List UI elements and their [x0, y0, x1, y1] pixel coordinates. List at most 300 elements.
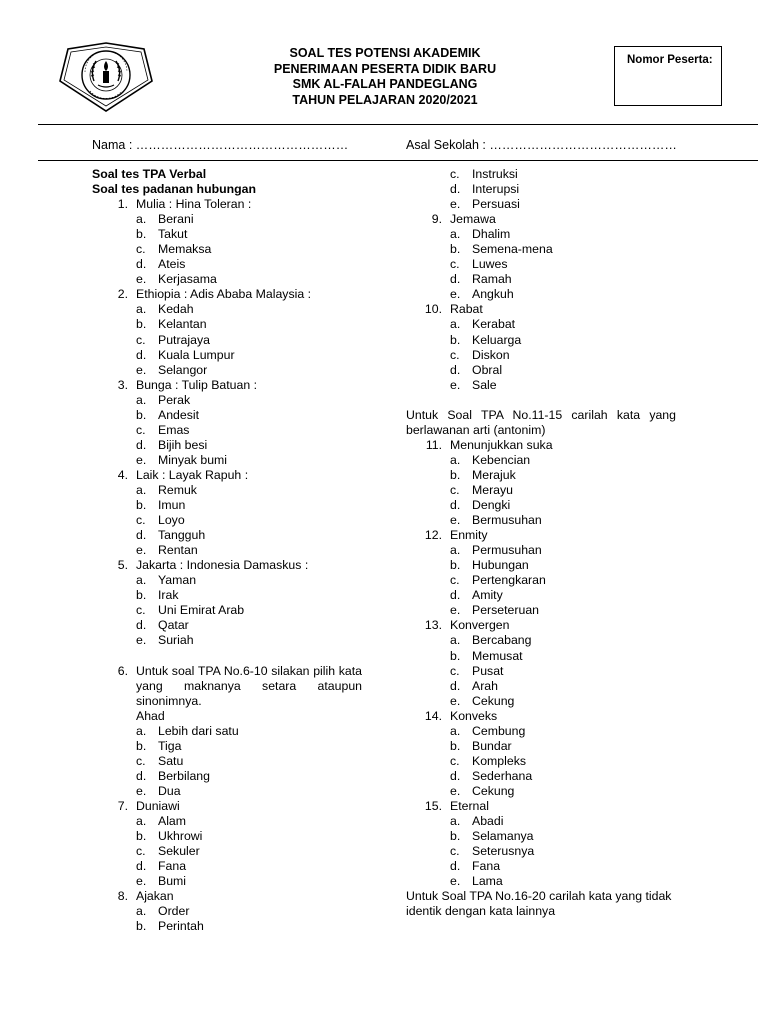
option-text: Order [158, 904, 190, 919]
answer-option[interactable] [92, 302, 362, 317]
option-text: Suriah [158, 633, 194, 648]
answer-option[interactable] [92, 769, 362, 784]
answer-option[interactable] [92, 363, 362, 378]
header-subtitle: PENERIMAAN PESERTA DIDIK BARU [273, 61, 497, 76]
option-letter: c. [450, 257, 460, 272]
option-text: Tiga [158, 738, 182, 753]
answer-option[interactable] [406, 814, 676, 829]
question-text: Duniawi [136, 798, 180, 813]
question-11 [406, 438, 676, 528]
question-number: 9. [431, 212, 442, 227]
section-subtitle: Soal tes padanan hubungan [92, 182, 256, 197]
option-letter: e. [136, 362, 147, 377]
question-number: 3. [117, 377, 128, 392]
question-number: 10. [424, 302, 442, 317]
question-8 [92, 889, 362, 934]
school-logo [58, 41, 154, 113]
option-text: Qatar [158, 618, 189, 633]
answer-option[interactable] [92, 603, 362, 618]
option-text: Abadi [472, 814, 504, 829]
instruction-16-20: Untuk Soal TPA No.16-20 carilah kata yang tidak identik dengan kata lainnya [406, 889, 672, 919]
option-letter: b. [136, 829, 147, 844]
answer-option[interactable] [92, 543, 362, 558]
option-text: Cekung [472, 693, 515, 708]
option-letter: e. [136, 633, 147, 648]
question-10 [406, 302, 676, 392]
option-letter: c. [136, 422, 146, 437]
question-stem [92, 889, 362, 904]
question-6-instruction: Untuk soal TPA No.6-10 silakan pilih kata yang maknanya setara ataupun sinonimnya. [136, 663, 362, 708]
question-3 [92, 378, 362, 468]
option-letter: e. [136, 543, 147, 558]
answer-option[interactable] [92, 904, 362, 919]
option-text: Sekuler [158, 844, 200, 859]
question-number: 12. [424, 528, 442, 543]
option-letter: a. [136, 212, 147, 227]
option-text: Ukhrowi [158, 829, 203, 844]
question-text: Laik : Layak Rapuh : [136, 467, 249, 482]
option-text: Kedah [158, 302, 194, 317]
answer-option[interactable] [406, 573, 676, 588]
answer-option[interactable] [92, 333, 362, 348]
answer-option[interactable] [92, 348, 362, 363]
option-text: Perseteruan [472, 603, 539, 618]
question-9 [406, 212, 676, 302]
option-letter: e. [450, 603, 461, 618]
option-letter: c. [450, 482, 460, 497]
option-text: Luwes [472, 257, 508, 272]
option-text: Emas [158, 422, 190, 437]
asal-sekolah-field[interactable]: Asal Sekolah : ……………………………………… [406, 138, 677, 152]
answer-option[interactable] [92, 393, 362, 408]
question-8-continued [406, 167, 676, 212]
question-stem [406, 709, 676, 724]
answer-option[interactable] [406, 468, 676, 483]
answer-option[interactable] [406, 769, 676, 784]
option-text: Bijih besi [158, 437, 208, 452]
question-text: Bunga : Tulip Batuan : [136, 377, 258, 392]
option-letter: c. [136, 242, 146, 257]
answer-option[interactable] [92, 814, 362, 829]
answer-option[interactable] [92, 453, 362, 468]
question-15 [406, 799, 676, 889]
question-text: Jakarta : Indonesia Damaskus : [136, 558, 309, 573]
question-text: Menunjukkan suka [450, 437, 553, 452]
answer-option[interactable] [406, 874, 676, 889]
option-letter: a. [136, 392, 147, 407]
question-text: Mulia : Hina Toleran : [136, 197, 252, 212]
answer-option[interactable] [406, 257, 676, 272]
nama-field[interactable]: Nama : …………………………………………… [92, 138, 349, 152]
answer-option[interactable] [92, 423, 362, 438]
option-text: Pertengkaran [472, 573, 546, 588]
option-text: Berani [158, 212, 194, 227]
option-text: Bumi [158, 874, 187, 889]
option-letter: b. [450, 738, 461, 753]
answer-option[interactable] [406, 679, 676, 694]
question-14 [406, 709, 676, 799]
option-text: Memaksa [158, 242, 212, 257]
question-text: Eternal [450, 798, 489, 813]
option-text: Yaman [158, 573, 197, 588]
answer-option[interactable] [406, 754, 676, 769]
option-text: Angkuh [472, 287, 514, 302]
question-text: Konvergen [450, 618, 510, 633]
question-number: 4. [117, 467, 128, 482]
option-letter: a. [450, 227, 461, 242]
option-text: Bermusuhan [472, 513, 542, 528]
answer-option[interactable] [92, 227, 362, 242]
option-text: Uni Emirat Arab [158, 603, 245, 618]
divider-bottom [38, 160, 758, 161]
option-letter: a. [450, 814, 461, 829]
answer-option[interactable] [406, 859, 676, 874]
option-letter: d. [136, 437, 147, 452]
option-letter: b. [450, 829, 461, 844]
option-letter: a. [136, 904, 147, 919]
answer-option[interactable] [92, 513, 362, 528]
answer-option[interactable] [92, 408, 362, 423]
answer-option[interactable] [92, 242, 362, 257]
question-text: Ajakan [136, 889, 174, 904]
option-letter: c. [450, 663, 460, 678]
option-text: Putrajaya [158, 332, 210, 347]
option-text: Dhalim [472, 227, 511, 242]
question-stem [92, 378, 362, 393]
answer-option[interactable] [92, 212, 362, 227]
option-text: Sederhana [472, 768, 533, 783]
option-letter: d. [450, 498, 461, 513]
option-text: Loyo [158, 513, 185, 528]
question-text: Enmity [450, 528, 488, 543]
option-text: Berbilang [158, 768, 210, 783]
answer-option[interactable] [406, 829, 676, 844]
option-text: Fana [472, 859, 501, 874]
option-letter: d. [450, 859, 461, 874]
option-letter: c. [450, 167, 460, 181]
question-7 [92, 799, 362, 889]
option-letter: b. [450, 467, 461, 482]
option-text: Andesit [158, 407, 200, 422]
question-text: Ethiopia : Adis Ababa Malaysia : [136, 287, 311, 302]
question-stem [406, 618, 676, 633]
question-4 [92, 468, 362, 558]
answer-option[interactable] [406, 317, 676, 332]
option-text: Perintah [158, 919, 204, 934]
question-stem [92, 197, 362, 212]
option-letter: d. [450, 678, 461, 693]
option-letter: b. [136, 588, 147, 603]
option-letter: a. [450, 633, 461, 648]
answer-option[interactable] [92, 633, 362, 648]
option-text: Cembung [472, 723, 526, 738]
option-text: Semena-mena [472, 242, 553, 257]
option-text: Seterusnya [472, 844, 535, 859]
answer-option[interactable] [406, 694, 676, 709]
answer-option[interactable] [92, 498, 362, 513]
option-letter: b. [136, 498, 147, 513]
option-letter: a. [136, 723, 147, 738]
answer-option[interactable] [92, 618, 362, 633]
answer-option[interactable] [92, 754, 362, 769]
option-text: Kerabat [472, 317, 516, 332]
option-text: Keluarga [472, 332, 522, 347]
option-text: Lama [472, 874, 503, 889]
option-text: Bercabang [472, 633, 532, 648]
option-letter: a. [136, 573, 147, 588]
question-stem [92, 287, 362, 302]
answer-option[interactable] [92, 588, 362, 603]
nomor-peserta-label: Nomor Peserta: [627, 54, 713, 66]
answer-option[interactable] [92, 784, 362, 799]
option-letter: a. [136, 482, 147, 497]
answer-option[interactable] [406, 348, 676, 363]
option-letter: d. [450, 588, 461, 603]
option-text: Amity [472, 588, 503, 603]
option-letter: e. [450, 874, 461, 889]
question-number: 14. [424, 708, 442, 723]
option-letter: e. [450, 783, 461, 798]
question-number: 7. [117, 798, 128, 813]
option-letter: d. [136, 768, 147, 783]
option-text: Pusat [472, 663, 504, 678]
answer-option[interactable] [92, 573, 362, 588]
answer-option[interactable] [406, 333, 676, 348]
option-text: Tangguh [158, 528, 206, 543]
option-text: Takut [158, 227, 188, 242]
option-letter: b. [136, 317, 147, 332]
option-letter: e. [136, 783, 147, 798]
question-1 [92, 197, 362, 287]
answer-option[interactable] [406, 739, 676, 754]
option-text: Instruksi [472, 167, 518, 181]
answer-option[interactable] [92, 317, 362, 332]
question-12 [406, 528, 676, 618]
option-text: Dengki [472, 498, 511, 513]
option-text: Rentan [158, 543, 198, 558]
header-title: SOAL TES POTENSI AKADEMIK [289, 46, 481, 60]
option-letter: d. [450, 768, 461, 783]
option-letter: d. [136, 347, 147, 362]
option-text: Lebih dari satu [158, 723, 239, 738]
option-letter: d. [450, 182, 461, 197]
option-text: Imun [158, 498, 186, 513]
option-letter: c. [450, 753, 460, 768]
answer-option[interactable] [406, 784, 676, 799]
question-stem [92, 558, 362, 573]
answer-option[interactable] [406, 378, 676, 393]
question-stem [406, 528, 676, 543]
answer-option[interactable] [406, 287, 676, 302]
option-text: Diskon [472, 347, 510, 362]
question-number: 11. [425, 437, 442, 452]
answer-option[interactable] [92, 829, 362, 844]
option-text: Kerjasama [158, 272, 217, 287]
question-5 [92, 558, 362, 648]
option-letter: e. [450, 197, 461, 212]
answer-option[interactable] [92, 483, 362, 498]
exam-header [240, 46, 530, 108]
answer-option[interactable] [92, 528, 362, 543]
option-letter: b. [450, 648, 461, 663]
option-text: Sale [472, 377, 497, 392]
option-text: Persuasi [472, 197, 520, 212]
option-letter: c. [136, 603, 146, 618]
answer-option[interactable] [406, 227, 676, 242]
option-letter: d. [136, 618, 147, 633]
question-stem [92, 468, 362, 483]
question-number: 13. [424, 618, 442, 633]
option-letter: d. [450, 362, 461, 377]
option-letter: e. [136, 272, 147, 287]
option-letter: d. [136, 859, 147, 874]
answer-option[interactable] [406, 724, 676, 739]
answer-option[interactable] [92, 739, 362, 754]
answer-option[interactable] [406, 633, 676, 648]
option-letter: b. [450, 558, 461, 573]
option-letter: e. [136, 874, 147, 889]
answer-option[interactable] [92, 438, 362, 453]
option-letter: d. [450, 272, 461, 287]
option-letter: a. [450, 723, 461, 738]
answer-option[interactable] [406, 649, 676, 664]
option-text: Memusat [472, 648, 523, 663]
option-letter: a. [136, 814, 147, 829]
answer-option[interactable] [92, 272, 362, 287]
answer-option[interactable] [406, 558, 676, 573]
option-text: Selamanya [472, 829, 534, 844]
option-letter: e. [450, 693, 461, 708]
answer-option[interactable] [92, 859, 362, 874]
section-title: Soal tes TPA Verbal [92, 167, 207, 181]
answer-option[interactable] [406, 483, 676, 498]
option-text: Arah [472, 678, 498, 693]
right-column [406, 167, 676, 919]
option-text: Permusuhan [472, 543, 542, 558]
question-stem [406, 799, 676, 814]
option-letter: b. [136, 227, 147, 242]
option-letter: b. [136, 407, 147, 422]
answer-option[interactable] [92, 257, 362, 272]
answer-option[interactable] [406, 453, 676, 468]
option-text: Minyak bumi [158, 452, 228, 467]
answer-option[interactable] [406, 844, 676, 859]
question-stem [92, 799, 362, 814]
option-letter: c. [450, 347, 460, 362]
answer-option[interactable] [406, 513, 676, 528]
option-text: Ateis [158, 257, 186, 272]
option-text: Cekung [472, 783, 515, 798]
answer-option[interactable] [406, 543, 676, 558]
option-text: Merajuk [472, 467, 516, 482]
header-school: SMK AL-FALAH PANDEGLANG [292, 77, 478, 91]
question-2 [92, 287, 362, 377]
option-letter: c. [450, 844, 460, 859]
option-text: Selangor [158, 362, 208, 377]
question-text: Rabat [450, 302, 483, 317]
option-text: Kompleks [472, 753, 526, 768]
option-letter: c. [136, 753, 146, 768]
option-text: Irak [158, 588, 179, 603]
option-text: Ramah [472, 272, 512, 287]
answer-option[interactable] [92, 874, 362, 889]
option-text: Kelantan [158, 317, 207, 332]
question-stem [406, 438, 676, 453]
answer-option[interactable] [406, 498, 676, 513]
question-stem [406, 212, 676, 227]
question-number: 5. [117, 558, 128, 573]
question-number: 1. [117, 197, 128, 212]
option-letter: e. [450, 513, 461, 528]
option-text: Bundar [472, 738, 512, 753]
nomor-peserta-box[interactable] [614, 46, 722, 106]
option-text: Fana [158, 859, 187, 874]
option-text: Kuala Lumpur [158, 347, 235, 362]
answer-option[interactable] [92, 724, 362, 739]
question-number: 8. [117, 889, 128, 904]
option-letter: b. [450, 332, 461, 347]
answer-option[interactable] [92, 919, 362, 934]
option-letter: e. [450, 287, 461, 302]
option-letter: b. [136, 919, 147, 934]
question-13 [406, 618, 676, 708]
option-text: Interupsi [472, 182, 520, 197]
option-letter: a. [450, 317, 461, 332]
option-letter: d. [136, 528, 147, 543]
option-text: Hubungan [472, 558, 529, 573]
option-text: Obral [472, 362, 503, 377]
header-year: TAHUN PELAJARAN 2020/2021 [292, 92, 478, 107]
option-text: Satu [158, 753, 184, 768]
option-letter: e. [136, 452, 147, 467]
answer-option[interactable] [406, 588, 676, 603]
answer-option[interactable] [406, 197, 676, 212]
question-number: 2. [117, 287, 128, 302]
option-letter: e. [450, 377, 461, 392]
option-letter: b. [136, 738, 147, 753]
option-text: Merayu [472, 482, 514, 497]
option-letter: a. [136, 302, 147, 317]
question-text: Konveks [450, 708, 498, 723]
answer-option[interactable] [406, 664, 676, 679]
answer-option[interactable] [406, 167, 676, 182]
answer-option[interactable] [92, 844, 362, 859]
option-text: Dua [158, 783, 181, 798]
question-stem [406, 302, 676, 317]
answer-option[interactable] [406, 272, 676, 287]
option-letter: a. [450, 452, 461, 467]
instruction-11-15: Untuk Soal TPA No.11-15 carilah kata yang berlawanan arti (antonim) [406, 407, 676, 437]
left-column [92, 167, 362, 934]
divider-top [38, 124, 758, 125]
question-6: 6. Untuk soal TPA No.6-10 silakan pilih kata yang maknanya setara ataupun sinonimnya. Ahad a. Lebih dari satu b. Tiga c. Satu d. Berbilang e. Dua [92, 664, 362, 799]
option-text: Kebencian [472, 452, 531, 467]
option-letter: a. [450, 543, 461, 558]
answer-option[interactable] [406, 603, 676, 618]
question-6-text: Ahad [136, 708, 165, 723]
option-letter: c. [136, 844, 146, 859]
answer-option[interactable] [406, 242, 676, 257]
answer-option[interactable] [406, 182, 676, 197]
option-letter: c. [450, 573, 460, 588]
option-letter: b. [450, 242, 461, 257]
question-number: 15. [424, 798, 442, 813]
question-text: Jemawa [450, 212, 496, 227]
option-text: Perak [158, 392, 191, 407]
option-letter: d. [136, 257, 147, 272]
answer-option[interactable] [406, 363, 676, 378]
option-text: Remuk [158, 482, 197, 497]
